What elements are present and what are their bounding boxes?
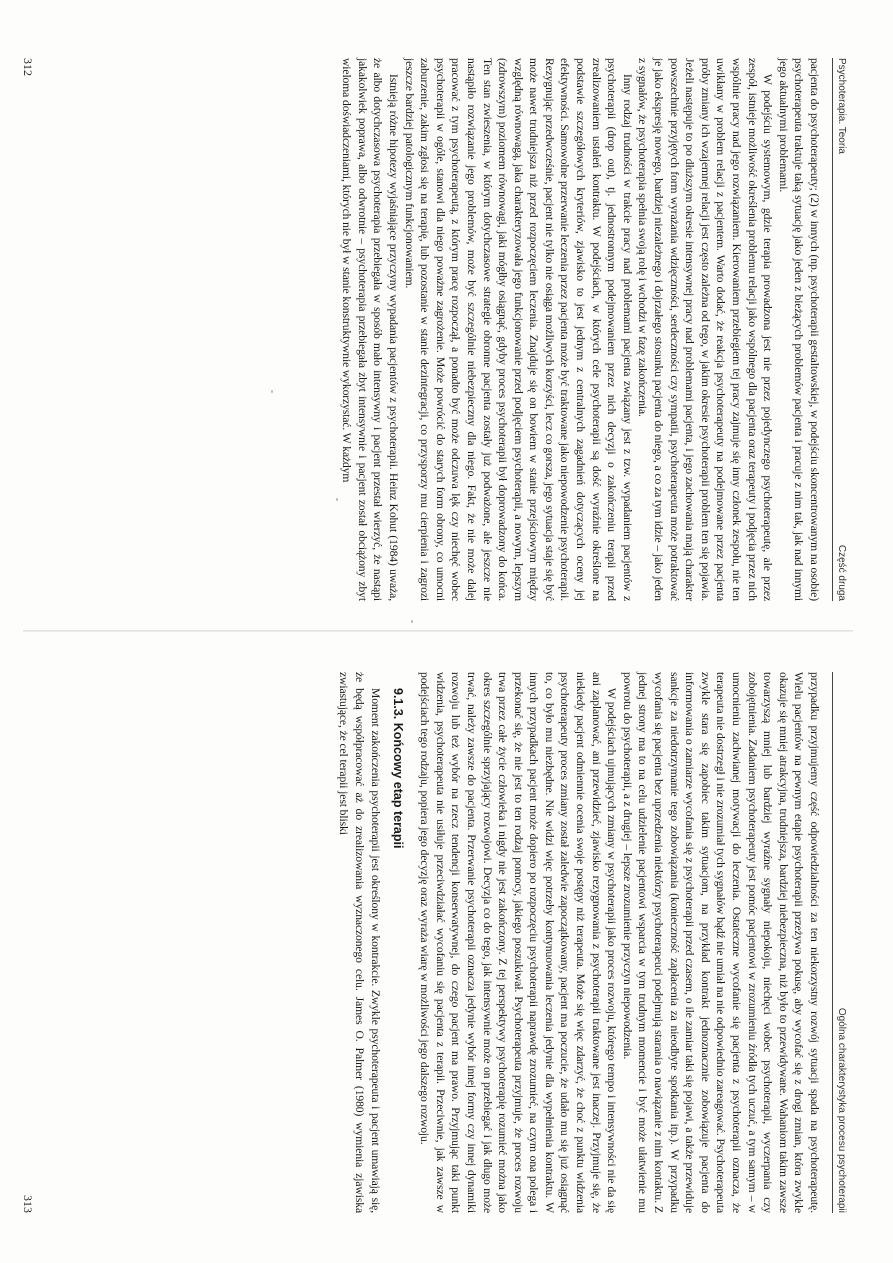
left-header-title: Psychoterapia. Teoria	[836, 58, 847, 154]
right-page-number: 313	[21, 1195, 35, 1213]
paragraph: przypadku przyjmujemy część odpowiedzialności za ten niekorzystny rozwój sytuacji spada na psychoterapeutę. Wielu pacjentów na pewnym etapie psychoterapii przeżywa pokusę, aby wycofać się z drogi zmian, która zwykle okazuje się mniej atrakcyjna, trudniejsza, bardziej niebezpieczna, niż było to przewidywane. Wahaniom takim zawsze towarzyszą mniej lub bardziej wyraźne sygnały niepokoju, niechęci wobec psychoterapii, wyczerpania czy zobojętnienia. Zadaniem psychoterapeuty jest pomóc pacjentowi w zrozumieniu źródła tych uczuć, a tym samym – w umocnieniu zachwianej motywacji do leczenia. Ostateczne wycofanie się pacjenta z psychoterapii oznacza, że terapeuta nie dostrzegł i nie zrozumiał tych sygnałów bądź nie umiał na nie odpowiednio zareagować. Psychoterapeuta zwykle stara się zapobiec takim sytuacjom, na przykład kontrakt jednoznacznie zobowiązuje pacjenta do informowania o zamiarze wycofania się z psychoterapii przed czasem, o ile zamiar taki się pojawi, a także przewiduje sankcje za niedotrzymanie tego zobowiązania (konieczność zapłacenia za nieodbyte spotkania itp.). W przypadku wycofania się pacjenta bez uprzedzenia niektórzy psychoterapeuci podejmują starania o nawiązanie z nim kontaktu. Z jednej strony ma to na celu udzielenie pacjentowi wsparcia w tym trudnym momencie i być może ułatwienie mu powrotu do psychoterapii, a z drugiej – lepsze zrozumienie przyczyn niepowodzenia.	[620, 672, 821, 1213]
left-page-number: 312	[21, 58, 35, 76]
scan-speck	[411, 620, 413, 623]
paragraph: W podejściach ujmujących zmiany w psychoterapii jako proces rozwoju, którego tempo i intensywności nie da się ani zaplanować, ani przewidzieć, zjawisko rezygnowania z psychoterapii traktowane jest inaczej. Przyjmuje się, że niekiedy pacjent odmiennie ocenia swoje postępy niż terapeuta. Może się więc zdarzyć, że choć z punktu widzenia psychoterapeuty proces zmiany został zaledwie zapoczątkowany, pacjent ma poczucie, że udało mu się już osiągnąć to, co było mu niezbędne. Nie widzi więc potrzeby kontynuowania leczenia jedynie dla wypełnienia kontraktu. W innych przypadkach pacjent może dopiero po rozpoczęciu psychoterapii naprawdę zrozumieć, na czym ona polega i przekonać się, że nie jest to ten rodzaj pomocy, jakiego poszukiwał. Psychoterapeuta przyjmuje, że proces rozwoju trwa przez całe życie człowieka i nigdy nie jest zakończony. Z tej perspektywy psychoterapię rozumieć można jako okres szczególnie sprzyjający rozwojowi. Decyzja co do tego, jak intensywnie może on przebiegać i jak długo może trwać, należy zawsze do pacjenta. Przerwanie psychoterapii oznacza jedynie wybór innej formy czy innej dynamiki rozwoju lub też wybór na rzecz tendencji konserwatywnej, do czego pacjent ma prawo. Przyjmując taki punkt widzenia, psychoterapeuta nie usiłuje przeciwdziałać wycofaniu się pacjenta z terapii. Przeciwnie, jak zawsze w podejściach tego rodzaju, popiera jego decyzję oraz wyraża wiarę w możliwości jego dalszego rozwoju.	[418, 672, 619, 1213]
left-page	[0, 0, 893, 631]
scan-speck	[336, 498, 338, 501]
scan-speck	[271, 390, 273, 393]
paragraph: Inny rodzaj trudności w trakcie pracy nad problemami pacjenta związany jest z tzw. wypadaniem pacjentów z psychoterapii (drop out), tj. jednostronnym podejmowaniem przez nich decyzji o zakończeniu terapii przed zrealizowaniem ustaleń kontraktu. W podejściach, w których cele psychoterapii są dość wyraźnie określone na podstawie szczegółowych kryteriów, zjawisko to jest jednym z centralnych zagadnień dotyczących oceny jej efektywności. Samowolne przerwanie leczenia przez pacjenta może być traktowane jako niepowodzenie psychoterapii. Rezygnując przedwcześnie, pacjent nie tylko nie osiąga możliwych korzyści, lecz co gorsza, jego sytuacja staje się być może nawet trudniejsza niż przed rozpoczęciem leczenia. Znajduje się on bowiem w stanie przejściowym między względną równowagą, jaka charakteryzowała jego funkcjonowanie przed podjęciem psychoterapii, a nowym, lepszym (zdrowszym) poziomem równowagi, jaki mógłby osiągnąć, gdyby proces psychoterapii był doprowadzony do końca. Ten stan zwieszenia, w którym dotychczasowe strategie obronne pacjenta zostały już podważone, ale jeszcze nie nastąpiło rozwiązanie jego problemów, może być szczególnie niebezpieczny dla niego. Fakt, że nie może dalej pracować z tym psychoterapeutą, z którym pracę rozpoczął, a ponadto być może odczuwa lęk czy niechęć wobec psychoterapii w ogóle, stanowi dla niego poważne zagrożenie. Może powrócić do starych form obrony, co umocni zaburzenie, zakim zgłosi się na terapię, lub pozostanie w stanie dezintegracji, co przysporzy mu cierpienia i zagrozi jeszcze bardziej patologicznym funkcjonowaniem.	[402, 58, 634, 601]
right-running-head	[832, 672, 847, 1213]
left-header-part: Część druga	[836, 544, 847, 601]
paragraph: Istnieją różne hipotezy wyjaśniające przyczyny wypadania pacjentów z psychoterapii. Heinz Kohut (1984) uważa, że albo dotychczasowa psychoterapia przebiegała w sposób mało intensywny i pacjent przestał wierzyć, że nastąpi jakakolwiek poprawa, albo odwrotnie – psychoterapia przebiegała zbyt intensywnie i pacjent został obciążony zbyt wieloma doświadczeniami, których nie był w stanie konstruktywnie wykorzystać. W każdym	[340, 58, 400, 601]
paragraph: Moment zakończenia psychoterapii jest określony w kontrakcie. Zwykle psychoterapeuta i pacjent umawiają się, że będą współpracować aż do zrealizowania wyznaczonego celu. James O. Palmer (1980) wymienia zjawiska zwiastujące, że cel terapii jest bliski	[337, 672, 382, 1213]
right-page-text	[336, 672, 822, 1213]
left-page-text	[339, 58, 822, 601]
right-page	[0, 632, 893, 1263]
paragraph: pacjenta do psychoterapeuty; (2) w innych (np. psychoterapii gestaltowskiej, w podejściu skoncentrowanym na osobie) psychoterapeuta traktuje taką sytuację jako jeden z bieżących problemów pacjenta i pracuje z nim tak, jak nad innymi jego aktualnymi problemami.	[776, 58, 821, 601]
left-running-head	[832, 58, 847, 601]
section-heading: 9.1.3. Końcowy etap terapii	[390, 688, 405, 849]
right-header-title: Ogólna charakterystyka procesu psychoterapii	[836, 1007, 847, 1213]
paragraph: W podejściu systemowym, gdzie terapia prowadzona jest nie przez pojedynczego psychoterapeutę, ale przez zespół, istnieje możliwość określenia problemu relacji jako wspólnego dla pacjenta oraz terapeuty i podjęcia przez nich wspólnie pracy nad jego rozwiązaniem. Kierowaniem przebiegiem tej pracy zajmuje się inny członek zespołu, nie ten uwikłany w problem relacji z pacjentem. Warto dodać, że reakcja psychoterapeuty na podejmowane przez pacjenta próby zmiany ich wzajemnej relacji jest często zależna od tego, w jakim okresie psychoterapii problem ten się pojawia. Jeżeli następuje to po dłuższym okresie intensywnej pracy nad problemami pacjenta, i jego zachowania mają charakter powszechnie przyjętych form wyrażania wdzięczności, serdeczności czy sympatii, psychoterapeuta może potraktować je jako ekspresję nowego, bardziej niezależnego i dojrzałego stosunku pacjenta do niego, a co za tym idzie – jako jeden z sygnałów, że psychoterapia spełnia swoją rolę i wchodzi w fazę zakończenia.	[636, 58, 775, 601]
